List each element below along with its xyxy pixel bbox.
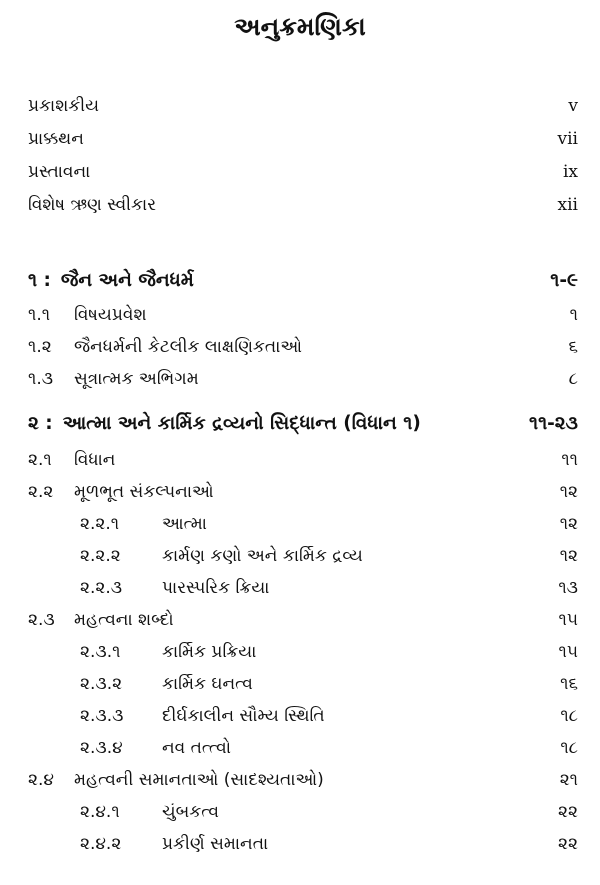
subsection-number: ૨.૩.૧ xyxy=(80,642,121,662)
section-number: ૨.૧ xyxy=(28,450,52,470)
toc-subsection xyxy=(80,802,578,822)
entry-page: xii xyxy=(557,195,578,215)
toc-section xyxy=(28,610,578,630)
subsection-title: દીર્ઘકાલીન સૌમ્ય સ્થિતિ xyxy=(162,706,325,726)
toc-section xyxy=(28,450,578,470)
section-title: જૈનધર્મની કેટલીક લાક્ષણિકતાઓ xyxy=(74,337,302,357)
subsection-page: ૨૨ xyxy=(558,802,578,822)
chapter-pages: ૧૧-૨૩ xyxy=(529,413,578,434)
subsection-page: ૧૨ xyxy=(559,514,578,534)
toc-section xyxy=(28,337,578,357)
toc-subsection xyxy=(80,514,578,534)
subsection-number: ૨.૩.૨ xyxy=(80,674,123,694)
toc-subsection xyxy=(80,546,578,566)
subsection-title: પ્રકીર્ણ સમાનતા xyxy=(162,834,269,854)
subsection-page: ૧૨ xyxy=(559,546,578,566)
section-page: ૮ xyxy=(568,369,578,389)
toc-section xyxy=(28,305,578,325)
chapter-title: જૈન અને જૈનધર્મ xyxy=(60,270,194,291)
section-page: ૬ xyxy=(568,337,578,357)
toc-entry-front-matter xyxy=(28,129,578,149)
toc-title: અનુક્રમણિકા xyxy=(234,12,366,41)
subsection-number: ૨.૩.૪ xyxy=(80,738,123,758)
section-title: સૂત્રાત્મક અભિગમ xyxy=(74,369,199,389)
section-page: ૨૧ xyxy=(559,770,578,790)
entry-title: પ્રાક્કથન xyxy=(28,129,84,149)
section-title: મહત્વની સમાનતાઓ (સાદશ્યતાઓ) xyxy=(74,770,324,790)
subsection-title: નવ તત્ત્વો xyxy=(162,738,231,758)
section-title: મૂળભૂત સંકલ્પનાઓ xyxy=(74,482,214,502)
section-number: ૧.૩ xyxy=(28,369,54,389)
toc-entry-front-matter xyxy=(28,162,578,182)
toc-subsection xyxy=(80,706,578,726)
section-title: વિધાન xyxy=(74,450,116,470)
section-page: ૧૧ xyxy=(561,450,578,470)
subsection-number: ૨.૪.૧ xyxy=(80,802,120,822)
section-number: ૧.૧ xyxy=(28,305,51,325)
toc-subsection xyxy=(80,642,578,662)
subsection-number: ૨.૪.૨ xyxy=(80,834,122,854)
toc-chapter-heading xyxy=(28,270,578,291)
toc-subsection xyxy=(80,578,578,598)
subsection-title: કાર્મિક પ્રક્રિયા xyxy=(162,642,257,662)
section-page: ૧ xyxy=(569,305,578,325)
toc-entry-front-matter xyxy=(28,195,578,215)
subsection-number: ૨.૩.૩ xyxy=(80,706,124,726)
toc-section xyxy=(28,770,578,790)
section-number: ૨.૪ xyxy=(28,770,54,790)
section-title: મહત્વના શબ્દો xyxy=(74,610,174,630)
toc-section xyxy=(28,482,578,502)
subsection-title: આત્મા xyxy=(162,514,207,534)
subsection-page: ૧૮ xyxy=(560,706,578,726)
section-number: ૨.૨ xyxy=(28,482,54,502)
entry-title: વિશેષ ઋણ સ્વીકાર xyxy=(28,195,157,215)
subsection-page: ૧૫ xyxy=(558,642,578,662)
entry-page: ix xyxy=(562,162,578,182)
toc-subsection xyxy=(80,834,578,854)
subsection-page: ૧૩ xyxy=(558,578,578,598)
chapter-title: આત્મા અને કાર્મિક દ્રવ્યનો સિદ્ધાન્ત (વિધાન ૧) xyxy=(62,413,421,434)
subsection-number: ૨.૨.૨ xyxy=(80,546,121,566)
section-page: ૧૫ xyxy=(558,610,578,630)
subsection-number: ૨.૨.૩ xyxy=(80,578,123,598)
entry-title: પ્રસ્તાવના xyxy=(28,162,91,182)
section-title: વિષયપ્રવેશ xyxy=(74,305,147,325)
section-number: ૨.૩ xyxy=(28,610,55,630)
section-number: ૧.૨ xyxy=(28,337,52,357)
toc-subsection xyxy=(80,738,578,758)
subsection-page: ૨૨ xyxy=(558,834,578,854)
toc-entry-front-matter xyxy=(28,96,578,116)
subsection-page: ૧૮ xyxy=(560,738,578,758)
subsection-title: પારસ્પરિક ક્રિયા xyxy=(162,578,270,598)
section-page: ૧૨ xyxy=(559,482,578,502)
subsection-number: ૨.૨.૧ xyxy=(80,514,120,534)
chapter-number: ૧ : xyxy=(28,270,51,291)
subsection-page: ૧૬ xyxy=(560,674,578,694)
chapter-number: ૨ : xyxy=(28,413,53,434)
toc-chapter-heading xyxy=(28,413,578,434)
subsection-title: કાર્મિક ઘનત્વ xyxy=(162,674,253,694)
entry-page: vii xyxy=(557,129,578,149)
subsection-title: કાર્મણ કણો અને કાર્મિક દ્રવ્ય xyxy=(162,546,363,566)
chapter-pages: ૧-૯ xyxy=(550,270,578,291)
entry-title: પ્રકાશકીય xyxy=(28,96,100,116)
toc-subsection xyxy=(80,674,578,694)
entry-page: v xyxy=(568,96,578,116)
toc-section xyxy=(28,369,578,389)
subsection-title: ચુંબકત્વ xyxy=(162,802,219,822)
